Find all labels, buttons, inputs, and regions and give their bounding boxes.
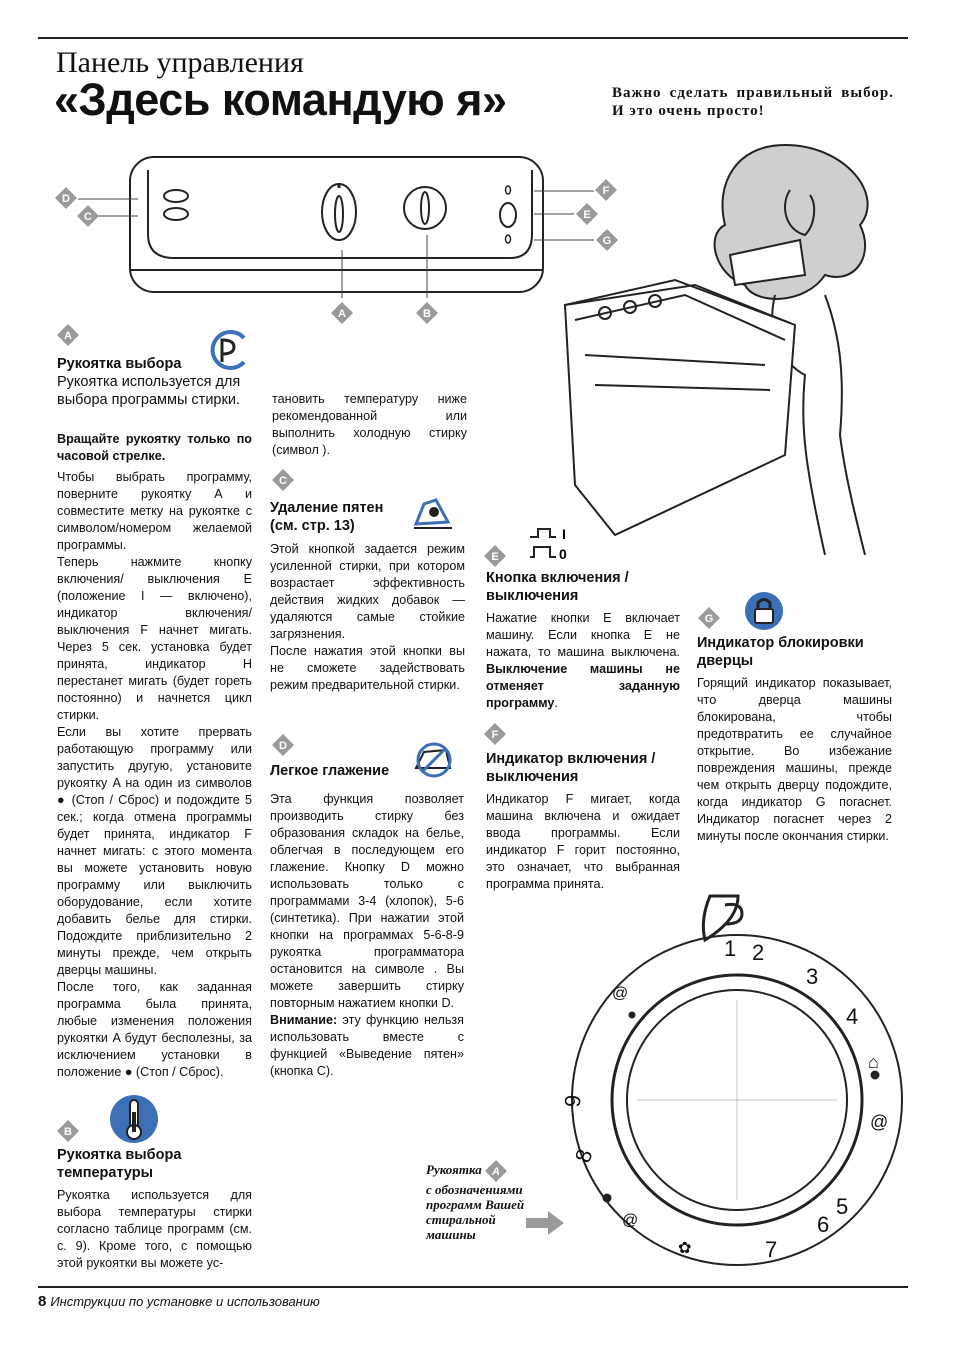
section-d-note: эту функцию нельзя использовать вместе с функцией «Выведение пятен» (кнопка C). — [270, 1013, 465, 1078]
page-number: 8 — [38, 1293, 47, 1310]
section-c-letter: C — [279, 475, 287, 487]
section-a-marker — [57, 324, 79, 351]
section-c-marker — [272, 469, 294, 496]
power-switch-icon — [528, 523, 574, 568]
section-f-para1: Индикатор F мигает, когда машина включена и ожидает ввода программы. Если индикатор F горит постоянно, это означает, что выбранная программа принята. — [486, 792, 680, 891]
section-a-para4: После того, как заданная программа была принята, любые изменения положения рукоятки A будут бесполезны, за исключением установки в положение ● (Стоп / Сброс). — [57, 980, 252, 1079]
section-g-title: Индикатор блокировки дверцы — [697, 635, 864, 669]
arrow-right-icon — [526, 1211, 564, 1240]
section-b-title: Рукоятка выбора температуры — [57, 1147, 182, 1181]
dial-number-1: 1 — [724, 936, 737, 961]
dial-number-3: 3 — [806, 964, 819, 989]
letter-c: C — [84, 211, 92, 223]
section-d-para1: Эта функция позволяет производить стирку без образования складок на белье, облегчая в последующем его глажение. Кнопку D можно использовать только с программами 3-4 (хлопок), 5-6 (синтетика). При нажатии этой кнопки на программах 5-6-8-9 рукоятка программатора остановится на символе . Вы можете завершить стирку повторным нажатием кнопки D. — [270, 792, 464, 1010]
section-a-para1: Чтобы выбрать программу, поверните рукоятку A и совместите метку на рукоятке с символом/номером желаемой программы. — [57, 470, 252, 552]
delicate-flower-icon: ✿ — [678, 1240, 692, 1257]
section-a-para2: Теперь нажмите кнопку включения/ выключения E (положение I — включено), индикатор включения/ выключения F начнет мигать. Через 5 сек. установка будет принята, индикатор H перестанет мигать (будет гореть постоянно) и начнется цикл стирки. — [57, 555, 252, 722]
wash-tub-icon: ⌂ — [868, 1052, 879, 1072]
section-e-bold: Выключение машины не отменяет заданную программу — [486, 662, 680, 710]
dial-number-5: 5 — [836, 1194, 849, 1219]
section-a-title: Рукоятка выбора — [57, 356, 182, 372]
section-d-note-label: Внимание: — [270, 1013, 338, 1027]
switch-on-label: I — [562, 526, 566, 542]
letter-b: B — [423, 308, 431, 320]
switch-off-label: 0 — [559, 546, 567, 562]
thermometer-icon — [108, 1092, 160, 1151]
section-e-title: Кнопка включения / выключения — [486, 570, 629, 604]
label-g-marker — [596, 229, 618, 256]
section-e-marker — [484, 545, 506, 572]
section-f-marker — [484, 723, 506, 750]
bottom-rule — [38, 1286, 908, 1288]
section-d-marker — [272, 734, 294, 761]
section-a-intro: Рукоятка используется для выбора программы стирки. — [57, 374, 241, 408]
dial-number-8: 8 — [569, 1145, 598, 1166]
dial-caption-rest: с обозначениями программ Вашей стиральной машины — [426, 1182, 525, 1242]
section-b-para1-cont: тановить температуру ниже рекомендованной или выполнить холодную стирку (символ ). — [272, 392, 467, 457]
label-b-marker — [416, 302, 438, 329]
program-knob-icon — [204, 330, 252, 375]
section-a-bold-note: Вращайте рукоятку только по часовой стрелке. — [57, 432, 252, 463]
page-footer — [38, 1293, 320, 1310]
door-lock-icon — [740, 590, 788, 637]
label-c-marker — [77, 205, 99, 232]
section-d-letter: D — [279, 740, 287, 752]
section-g-letter: G — [704, 613, 714, 625]
section-a-letter: A — [64, 330, 72, 342]
section-b-para1: Рукоятка используется для выбора температуры стирки согласно таблице программ (см. с. 9). Кроме того, с помощью этой рукоятки вы можете ус- — [57, 1188, 252, 1270]
dial-number-4: 4 — [846, 1004, 859, 1029]
dial-number-6: 6 — [817, 1212, 830, 1237]
stain-removal-icon — [410, 494, 456, 539]
spin-icon: @ — [870, 1112, 889, 1132]
section-c-title: Удаление пятен (см. стр. 13) — [270, 500, 384, 534]
footer-text: Инструкции по установке и использованию — [50, 1294, 320, 1309]
label-d-marker — [55, 187, 77, 214]
tagline: Важно сделать правильный выбор. И это очень просто! — [612, 85, 894, 119]
letter-d: D — [62, 193, 70, 205]
label-a-marker — [331, 302, 353, 329]
spin-icon-upper: @ — [612, 985, 629, 1002]
section-b-marker — [57, 1120, 79, 1147]
spin-icon-lower: @ — [622, 1212, 639, 1229]
label-f-marker — [595, 179, 617, 206]
top-rule — [38, 37, 908, 39]
section-b-letter: B — [64, 1126, 72, 1138]
section-c-para1: Этой кнопкой задается режим усиленной стирки, при котором возрастает эффективность действия жидких добавок — удаляются самые стойкие загрязнения. — [270, 542, 465, 641]
section-g-para1: Горящий индикатор показывает, что дверца машины блокирована, чтобы предотвратить ее случайное открытие. Во избежание повреждения машины, прежде чем открыть дверцу подождите, когда индикатор G погаснет. Индикатор погаснет через 2 минуты после окончания стирки. — [697, 676, 892, 843]
section-e-letter: E — [491, 551, 499, 563]
dial-caption-letter: A — [491, 1166, 500, 1178]
section-f-letter: F — [491, 729, 499, 741]
letter-e: E — [583, 209, 591, 221]
section-e-para1: Нажатие кнопки E включает машину. Если кнопка E не нажата, то машина выключена. — [486, 611, 680, 659]
dial-caption-line1: Рукоятка — [426, 1161, 482, 1177]
dial-number-7: 7 — [765, 1237, 778, 1262]
section-c-para2: После нажатия этой кнопки вы не сможете задействовать режим предварительной стирки. — [270, 644, 465, 692]
dial-number-2: 2 — [752, 940, 765, 965]
easy-iron-icon — [410, 738, 458, 785]
letter-f: F — [602, 185, 610, 197]
dial-caption-marker — [485, 1160, 507, 1182]
label-e-marker — [576, 203, 598, 230]
letter-g: G — [602, 235, 612, 247]
section-f-title: Индикатор включения / выключения — [486, 751, 656, 785]
section-g-marker — [698, 607, 720, 634]
section-a-para3: Если вы хотите прервать работающую программу или запустить другую, установите рукоятку A на один из символов ● (Стоп / Сброс) и подождите 5 сек.; когда отмена программы будет принята, индикатор F начнет мигать: с этого момента вы можете установить новую программу или выключить оборудование, если хотите добавить белье для стирки. Подождите приблизительно 2 минуты прежде, чем открыть дверцы машины. — [57, 725, 252, 977]
page-subtitle: Панель управления — [56, 46, 304, 79]
letter-a: A — [338, 308, 346, 320]
dial-number-9: 9 — [559, 1093, 586, 1109]
page-title: «Здесь командую я» — [54, 74, 507, 125]
section-d-title: Легкое глажение — [270, 763, 390, 779]
